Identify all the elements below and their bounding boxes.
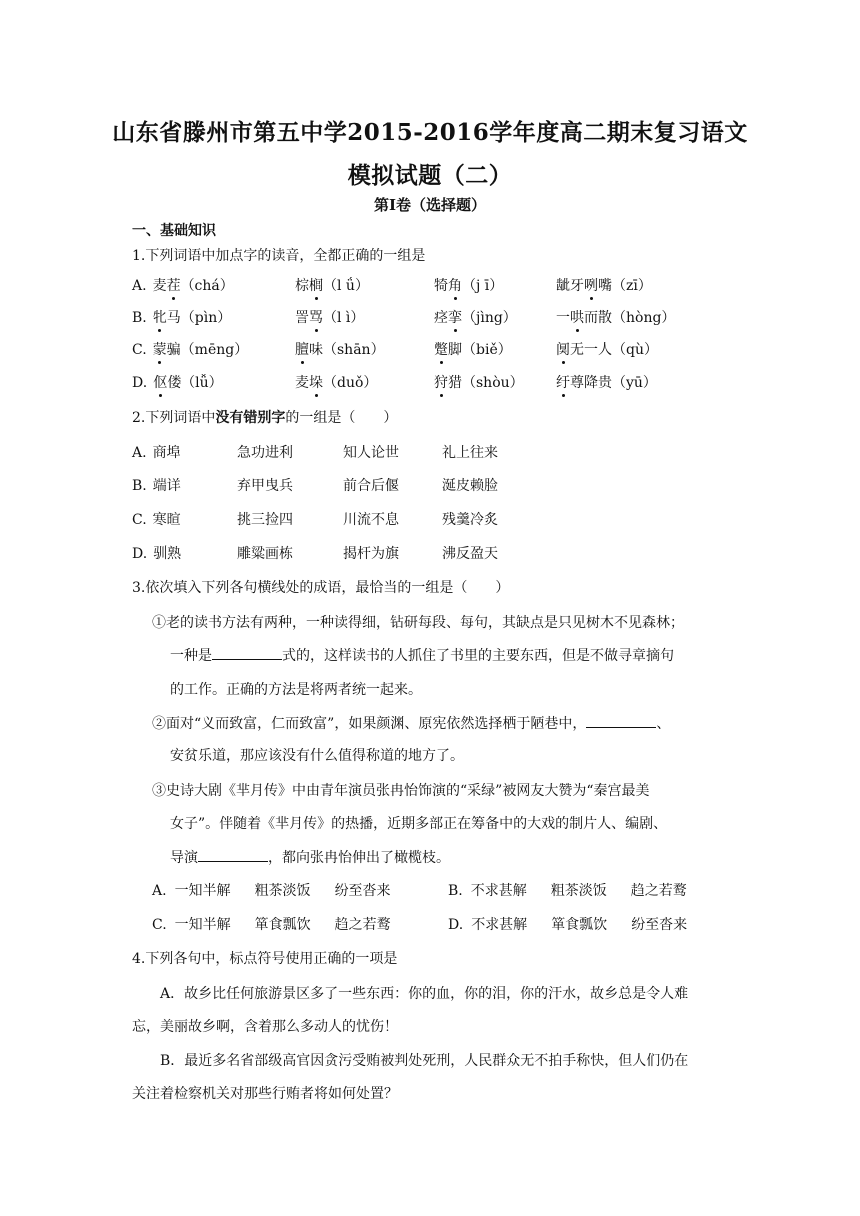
idiom: 趋之若鹜 bbox=[334, 917, 391, 933]
word-part: 猎（shòu） bbox=[448, 375, 524, 391]
word-part: 骗（mēng） bbox=[166, 342, 249, 358]
option-label: D. bbox=[132, 375, 148, 391]
dotted-character: 阒 bbox=[556, 339, 570, 359]
option-label: A. bbox=[132, 278, 147, 294]
word: 前合后偃 bbox=[343, 478, 399, 494]
word-part: （zī） bbox=[612, 278, 652, 294]
word: 涎皮赖脸 bbox=[442, 478, 498, 494]
q2-option-d-item-2 bbox=[237, 543, 293, 563]
dotted-character: 挛 bbox=[448, 307, 462, 327]
q3-option-b bbox=[448, 880, 687, 900]
sentence-3-line-2: 女子”。伴随着《芈月传》的热播，近期多部正在筹备中的大戏的制片人、编剧、 bbox=[170, 816, 668, 832]
option-label: B. bbox=[132, 310, 147, 326]
dotted-character: 伛 bbox=[153, 372, 167, 392]
q1-option-a-item-3 bbox=[434, 275, 503, 295]
q1-option-a-item-1 bbox=[132, 275, 234, 295]
word-part: （chá） bbox=[180, 278, 234, 294]
volume-heading: 第Ⅰ卷（选择题） bbox=[373, 196, 487, 214]
idiom: 纷至沓来 bbox=[631, 917, 688, 933]
dotted-character: 牝 bbox=[153, 307, 167, 327]
q2-option-b-item-2 bbox=[237, 475, 293, 495]
option-b-line-2: 关注着检察机关对那些行贿者将如何处置？ bbox=[132, 1086, 398, 1102]
question-3-stem: 3.依次填入下列各句横线处的成语，最恰当的一组是（ ） bbox=[132, 580, 510, 596]
q2-option-c-item-2 bbox=[237, 509, 293, 529]
dotted-character: 纡 bbox=[556, 372, 570, 392]
answer-blank-2 bbox=[586, 713, 656, 728]
idiom: 粗茶淡饭 bbox=[254, 883, 311, 899]
option-b-line-1: B．最近多名省部级高官因贪污受贿被判处死刑，人民群众无不拍手称快，但人们仍在 bbox=[160, 1053, 689, 1069]
idiom: 粗茶淡饭 bbox=[550, 883, 607, 899]
q3-option-d bbox=[448, 914, 687, 934]
dotted-character: 榈 bbox=[309, 275, 323, 295]
idiom: 纷至沓来 bbox=[334, 883, 391, 899]
word: 挑三捡四 bbox=[237, 512, 293, 528]
word-part: （jìng） bbox=[462, 310, 517, 326]
q1-option-b-item-4 bbox=[556, 307, 675, 327]
dotted-character: 狩 bbox=[434, 372, 448, 392]
word: 川流不息 bbox=[343, 512, 399, 528]
word: 揭杆为旗 bbox=[343, 546, 399, 562]
idiom: 一知半解 bbox=[174, 883, 231, 899]
word: 礼上往来 bbox=[442, 445, 498, 461]
sentence-2-line-2: 安贫乐道，那应该没有什么值得称道的地方了。 bbox=[170, 748, 464, 764]
q2-option-a-item-2 bbox=[237, 442, 293, 462]
word-part: 而散（hòng） bbox=[584, 310, 676, 326]
q1-option-b-item-3 bbox=[434, 307, 517, 327]
word: 寒暄 bbox=[152, 512, 181, 528]
q1-option-d-item-2 bbox=[295, 372, 377, 392]
option-label: C. bbox=[132, 512, 147, 528]
idiom: 箪食瓢饮 bbox=[254, 917, 311, 933]
word-part: 马（pìn） bbox=[166, 310, 232, 326]
word: 知人论世 bbox=[343, 445, 399, 461]
dotted-character: 骂 bbox=[309, 307, 323, 327]
q1-option-a-item-4 bbox=[556, 275, 652, 295]
q1-option-b-item-1 bbox=[132, 307, 231, 327]
word-part: 詈 bbox=[295, 310, 309, 326]
q1-option-b-item-2 bbox=[295, 307, 364, 327]
word: 商埠 bbox=[152, 445, 181, 461]
q2-option-c-item-4 bbox=[442, 509, 498, 529]
word: 沸反盈天 bbox=[442, 546, 498, 562]
word-part: （l ì） bbox=[323, 310, 365, 326]
question-4-stem: 4.下列各句中，标点符号使用正确的一项是 bbox=[132, 951, 398, 967]
q1-option-c-item-3 bbox=[434, 339, 512, 359]
idiom: 不求甚解 bbox=[470, 883, 527, 899]
section-heading: 一、基础知识 bbox=[132, 223, 216, 239]
sentence-2-line-1: ②面对“义而致富，仁而致富”，如果颜渊、原宪依然选择栖于陋巷中， 、 bbox=[152, 713, 670, 733]
option-label: A. bbox=[132, 445, 147, 461]
sentence-1-line-3: 的工作。正确的方法是将两者统一起来。 bbox=[170, 682, 422, 698]
idiom: 一知半解 bbox=[174, 917, 231, 933]
q1-option-a-item-2 bbox=[295, 275, 369, 295]
option-label: B. bbox=[448, 883, 463, 899]
word-part: 龇 bbox=[556, 278, 570, 294]
page-title-line2: 模拟试题（二） bbox=[347, 162, 513, 189]
option-label: C. bbox=[152, 917, 167, 933]
q2-option-a-item-3 bbox=[343, 442, 399, 462]
sentence-3-line-1: ③史诗大剧《芈月传》中由青年演员张冉怡饰演的“采绿”被网友大赞为“秦宫最美 bbox=[152, 783, 650, 799]
word-part: 麦 bbox=[295, 375, 309, 391]
word-part: 麦 bbox=[152, 278, 167, 294]
sentence-3-line-3: 导演 ，都向张冉怡伸出了橄榄枝。 bbox=[170, 847, 450, 867]
q2-option-c-item-3 bbox=[343, 509, 399, 529]
word-part: （l ǘ） bbox=[323, 278, 369, 294]
sentence-1-line-1: ①老的读书方法有两种，一种读得细，钻研每段、每句，其缺点是只见树木不见森林； bbox=[152, 615, 684, 631]
word: 雕粱画栋 bbox=[237, 546, 293, 562]
word: 急功进利 bbox=[237, 445, 293, 461]
q1-option-d-item-1 bbox=[132, 372, 223, 392]
q1-option-d-item-4 bbox=[556, 372, 657, 392]
option-a-line-1: A．故乡比任何旅游景区多了一些东西：你的血，你的泪，你的汗水，故乡总是令人难 bbox=[160, 986, 689, 1002]
q2-option-a-item-4 bbox=[442, 442, 498, 462]
dotted-character: 哄 bbox=[570, 307, 584, 327]
idiom: 趋之若鹜 bbox=[630, 883, 687, 899]
dotted-character: 角 bbox=[448, 275, 462, 295]
dotted-character: 蒙 bbox=[153, 339, 167, 359]
word-part: 尊降贵（yū） bbox=[570, 375, 657, 391]
q3-option-a bbox=[152, 880, 391, 900]
q2-option-d-item-1 bbox=[132, 543, 181, 563]
dotted-character: 垛 bbox=[309, 372, 323, 392]
sentence-1-line-2: 一种是 式的，这样读书的人抓住了书里的主要东西，但是不做寻章摘句 bbox=[170, 645, 674, 665]
word: 端详 bbox=[152, 478, 181, 494]
word-part: 一 bbox=[556, 310, 570, 326]
word: 残羹冷炙 bbox=[442, 512, 498, 528]
dotted-character: 膻 bbox=[295, 339, 309, 359]
option-a-line-2: 忘，美丽故乡啊，含着那么多动人的忧伤！ bbox=[132, 1019, 398, 1035]
word: 弃甲曳兵 bbox=[237, 478, 293, 494]
answer-blank-1 bbox=[212, 645, 282, 660]
word-part: 棕 bbox=[295, 278, 309, 294]
word-part: 脚（biě） bbox=[448, 342, 512, 358]
q2-option-b-item-1 bbox=[132, 475, 181, 495]
word-part: 味（shān） bbox=[309, 342, 385, 358]
option-label: D. bbox=[132, 546, 148, 562]
q2-option-c-item-1 bbox=[132, 509, 181, 529]
word-part: 无一人（qù） bbox=[570, 342, 658, 358]
q2-option-b-item-4 bbox=[442, 475, 498, 495]
answer-blank-3 bbox=[198, 847, 268, 862]
word-part: 偻（lǚ） bbox=[167, 375, 223, 391]
idiom: 不求甚解 bbox=[471, 917, 528, 933]
q2-option-b-item-3 bbox=[343, 475, 399, 495]
q1-option-c-item-1 bbox=[132, 339, 248, 359]
option-label: A. bbox=[152, 883, 167, 899]
word-part: 痉 bbox=[434, 310, 448, 326]
q2-option-d-item-3 bbox=[343, 543, 399, 563]
q3-option-c bbox=[152, 914, 391, 934]
word-part: （j ī） bbox=[462, 278, 504, 294]
q2-option-a-item-1 bbox=[132, 442, 181, 462]
question-2-stem: 2.下列词语中没有错别字的一组是（ ） bbox=[132, 410, 398, 426]
dotted-character: 牙咧嘴 bbox=[570, 275, 612, 295]
option-label: B. bbox=[132, 478, 147, 494]
word: 驯熟 bbox=[153, 546, 182, 562]
word-part: 犄 bbox=[434, 278, 448, 294]
q2-option-d-item-4 bbox=[442, 543, 498, 563]
dotted-character: 茬 bbox=[167, 275, 181, 295]
word-part: （duǒ） bbox=[323, 375, 378, 391]
page-title-line1: 山东省滕州市第五中学2015-2016学年度高二期末复习语文 bbox=[112, 119, 748, 146]
dotted-character: 蹩 bbox=[434, 339, 448, 359]
question-1-stem: 1.下列词语中加点字的读音，全都正确的一组是 bbox=[132, 248, 426, 264]
option-label: D. bbox=[448, 917, 464, 933]
idiom: 箪食瓢饮 bbox=[551, 917, 608, 933]
q1-option-d-item-3 bbox=[434, 372, 524, 392]
q1-option-c-item-2 bbox=[295, 339, 385, 359]
option-label: C. bbox=[132, 342, 147, 358]
q1-option-c-item-4 bbox=[556, 339, 658, 359]
